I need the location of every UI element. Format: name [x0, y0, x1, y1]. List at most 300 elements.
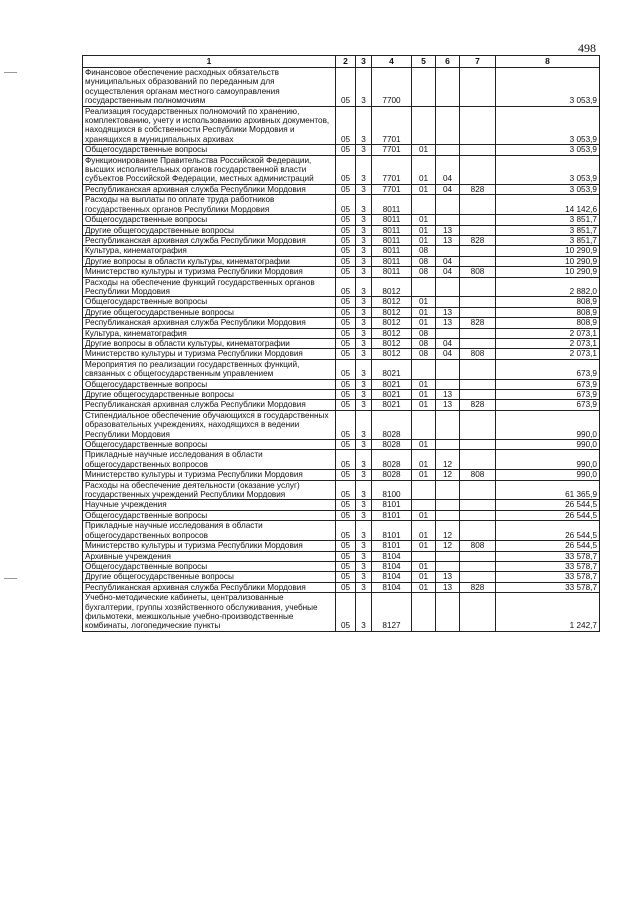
row-code-3: 3 [356, 359, 372, 379]
row-amount: 10 290,9 [496, 267, 600, 277]
row-code-5 [412, 195, 436, 215]
row-code-3: 3 [356, 318, 372, 328]
row-amount: 26 544,5 [496, 521, 600, 541]
row-code-5: 01 [412, 225, 436, 235]
row-code-3: 3 [356, 145, 372, 155]
table-header-row [83, 56, 600, 68]
row-code-4: 8011 [372, 256, 412, 266]
row-amount: 2 073,1 [496, 328, 600, 338]
row-code-6: 12 [436, 450, 460, 470]
row-code-3: 3 [356, 440, 372, 450]
row-code-7 [460, 561, 496, 571]
row-code-5: 01 [412, 145, 436, 155]
row-name: Общегосударственные вопросы [83, 510, 336, 520]
row-code-2: 05 [336, 390, 356, 400]
row-code-7 [460, 379, 496, 389]
row-name: Министерство культуры и туризма Республики Мордовия [83, 349, 336, 359]
row-code-5: 01 [412, 379, 436, 389]
row-name: Другие вопросы в области культуры, кинематографии [83, 256, 336, 266]
table-row [83, 410, 600, 439]
row-code-3: 3 [356, 235, 372, 245]
row-code-6 [436, 440, 460, 450]
row-code-2: 05 [336, 551, 356, 561]
row-code-5 [412, 500, 436, 510]
row-code-3: 3 [356, 184, 372, 194]
row-amount: 808,9 [496, 318, 600, 328]
row-name: Расходы на выплаты по оплате труда работников государственных органов Республики Мордовия [83, 195, 336, 215]
row-code-7: 808 [460, 349, 496, 359]
row-code-3: 3 [356, 450, 372, 470]
row-code-2: 05 [336, 400, 356, 410]
row-name: Республиканская архивная служба Республики Мордовия [83, 582, 336, 592]
table-row [83, 450, 600, 470]
row-code-2: 05 [336, 379, 356, 389]
table-row [83, 480, 600, 500]
table-row [83, 328, 600, 338]
row-code-4: 8021 [372, 390, 412, 400]
row-name: Реализация государственных полномочий по хранению, комплектованию, учету и использованию архивных документов, находящихся в собственности Республики Мордовия и хранящихся в муниципальных архивах [83, 106, 336, 145]
row-code-7 [460, 225, 496, 235]
row-code-6 [436, 551, 460, 561]
row-code-3: 3 [356, 593, 372, 632]
row-code-6 [436, 410, 460, 439]
row-name: Общегосударственные вопросы [83, 440, 336, 450]
row-code-5: 08 [412, 338, 436, 348]
row-amount: 3 851,7 [496, 225, 600, 235]
row-code-7 [460, 593, 496, 632]
row-name: Другие общегосударственные вопросы [83, 390, 336, 400]
row-code-6 [436, 195, 460, 215]
row-code-7 [460, 246, 496, 256]
row-name: Министерство культуры и туризма Республики Мордовия [83, 470, 336, 480]
row-code-6 [436, 593, 460, 632]
row-code-2: 05 [336, 561, 356, 571]
row-code-2: 05 [336, 256, 356, 266]
table-row [83, 267, 600, 277]
row-code-2: 05 [336, 145, 356, 155]
row-code-5 [412, 277, 436, 297]
row-code-5: 01 [412, 215, 436, 225]
row-code-7 [460, 68, 496, 107]
col-header-4: 4 [372, 56, 412, 68]
row-code-5: 01 [412, 184, 436, 194]
row-code-6: 04 [436, 338, 460, 348]
row-code-7 [460, 106, 496, 145]
table-row [83, 297, 600, 307]
row-code-7 [460, 572, 496, 582]
row-code-7: 828 [460, 318, 496, 328]
row-code-3: 3 [356, 390, 372, 400]
row-code-3: 3 [356, 510, 372, 520]
row-code-5: 08 [412, 349, 436, 359]
row-code-5 [412, 359, 436, 379]
row-code-4: 8104 [372, 572, 412, 582]
row-name: Министерство культуры и туризма Республики Мордовия [83, 541, 336, 551]
row-amount: 3 053,9 [496, 155, 600, 184]
row-code-4: 8012 [372, 328, 412, 338]
row-code-7 [460, 359, 496, 379]
row-amount: 673,9 [496, 390, 600, 400]
row-code-3: 3 [356, 256, 372, 266]
budget-table [82, 55, 600, 632]
row-code-4: 8104 [372, 551, 412, 561]
row-code-5 [412, 106, 436, 145]
row-code-6: 13 [436, 225, 460, 235]
row-code-7: 828 [460, 235, 496, 245]
row-code-3: 3 [356, 215, 372, 225]
row-code-7: 828 [460, 184, 496, 194]
row-amount: 33 578,7 [496, 572, 600, 582]
row-name: Стипендиальное обеспечение обучающихся в государственных образовательных учреждениях, находящихся в ведении Республики Мордовия [83, 410, 336, 439]
row-code-3: 3 [356, 307, 372, 317]
row-code-3: 3 [356, 277, 372, 297]
table-row [83, 145, 600, 155]
row-name: Учебно-методические кабинеты, централизованные бухгалтерии, группы хозяйственного обслуживания, учебные фильмотеки, межшкольные учебно-производственные комбинаты, логопедические пункты [83, 593, 336, 632]
row-code-4: 8028 [372, 450, 412, 470]
row-code-7: 828 [460, 582, 496, 592]
row-code-2: 05 [336, 297, 356, 307]
row-name: Другие общегосударственные вопросы [83, 307, 336, 317]
row-amount: 14 142,6 [496, 195, 600, 215]
row-amount: 3 053,9 [496, 68, 600, 107]
row-name: Общегосударственные вопросы [83, 379, 336, 389]
row-name: Министерство культуры и туризма Республики Мордовия [83, 267, 336, 277]
row-code-6 [436, 215, 460, 225]
table-row [83, 68, 600, 107]
row-code-4: 7700 [372, 68, 412, 107]
row-amount: 3 053,9 [496, 106, 600, 145]
row-name: Республиканская архивная служба Республики Мордовия [83, 184, 336, 194]
row-code-3: 3 [356, 521, 372, 541]
row-code-6 [436, 480, 460, 500]
row-amount: 673,9 [496, 400, 600, 410]
row-code-6 [436, 106, 460, 145]
row-code-2: 05 [336, 521, 356, 541]
row-code-7 [460, 410, 496, 439]
row-code-5: 01 [412, 318, 436, 328]
row-code-5: 08 [412, 328, 436, 338]
row-code-2: 05 [336, 307, 356, 317]
col-header-2: 2 [336, 56, 356, 68]
row-code-4: 8011 [372, 195, 412, 215]
row-code-2: 05 [336, 593, 356, 632]
scan-mark-bottom [4, 578, 17, 579]
row-code-4: 8021 [372, 359, 412, 379]
table-row [83, 390, 600, 400]
row-code-3: 3 [356, 297, 372, 307]
row-code-7 [460, 328, 496, 338]
row-code-6: 12 [436, 521, 460, 541]
row-code-4: 8021 [372, 400, 412, 410]
row-code-7 [460, 390, 496, 400]
row-code-5: 08 [412, 256, 436, 266]
table-row [83, 500, 600, 510]
row-code-6: 04 [436, 349, 460, 359]
table-row [83, 359, 600, 379]
row-code-5: 01 [412, 541, 436, 551]
row-code-4: 8101 [372, 541, 412, 551]
row-name: Финансовое обеспечение расходных обязательств муниципальных образований по переданным для осуществления органам местного самоуправления государственным полномочиям [83, 68, 336, 107]
row-amount: 808,9 [496, 297, 600, 307]
row-code-3: 3 [356, 195, 372, 215]
row-code-2: 05 [336, 277, 356, 297]
table-row [83, 582, 600, 592]
row-amount: 990,0 [496, 450, 600, 470]
row-amount: 33 578,7 [496, 551, 600, 561]
row-code-3: 3 [356, 106, 372, 145]
row-code-2: 05 [336, 510, 356, 520]
row-code-4: 8012 [372, 338, 412, 348]
row-amount: 3 851,7 [496, 215, 600, 225]
row-code-3: 3 [356, 500, 372, 510]
row-code-4: 8012 [372, 307, 412, 317]
row-code-2: 05 [336, 246, 356, 256]
row-name: Расходы на обеспечение функций государственных органов Республики Мордовия [83, 277, 336, 297]
row-code-7 [460, 450, 496, 470]
row-code-3: 3 [356, 480, 372, 500]
table-row [83, 246, 600, 256]
row-name: Общегосударственные вопросы [83, 145, 336, 155]
col-header-7: 7 [460, 56, 496, 68]
table-row [83, 235, 600, 245]
row-code-7 [460, 195, 496, 215]
row-code-2: 05 [336, 225, 356, 235]
row-name: Другие вопросы в области культуры, кинематографии [83, 338, 336, 348]
row-code-6 [436, 510, 460, 520]
row-code-4: 8012 [372, 277, 412, 297]
table-row [83, 561, 600, 571]
table-row [83, 256, 600, 266]
row-amount: 673,9 [496, 379, 600, 389]
row-code-3: 3 [356, 541, 372, 551]
row-name: Общегосударственные вопросы [83, 215, 336, 225]
row-code-6: 13 [436, 235, 460, 245]
row-code-7: 828 [460, 400, 496, 410]
row-code-2: 05 [336, 184, 356, 194]
row-code-5: 01 [412, 582, 436, 592]
row-code-3: 3 [356, 338, 372, 348]
row-code-6: 12 [436, 470, 460, 480]
row-code-2: 05 [336, 195, 356, 215]
row-name: Мероприятия по реализации государственных функций, связанных с общегосударственным управлением [83, 359, 336, 379]
row-amount: 26 544,5 [496, 510, 600, 520]
row-code-2: 05 [336, 338, 356, 348]
row-code-5: 08 [412, 246, 436, 256]
table-row [83, 440, 600, 450]
row-code-3: 3 [356, 155, 372, 184]
row-code-7 [460, 155, 496, 184]
row-code-2: 05 [336, 480, 356, 500]
row-code-2: 05 [336, 68, 356, 107]
row-code-6 [436, 561, 460, 571]
row-name: Другие общегосударственные вопросы [83, 225, 336, 235]
row-amount: 990,0 [496, 440, 600, 450]
row-amount: 10 290,9 [496, 256, 600, 266]
row-code-7 [460, 215, 496, 225]
row-code-5 [412, 410, 436, 439]
row-code-7 [460, 551, 496, 561]
table-row [83, 572, 600, 582]
row-amount: 2 882,0 [496, 277, 600, 297]
row-code-6 [436, 297, 460, 307]
row-amount: 2 073,1 [496, 338, 600, 348]
col-header-5: 5 [412, 56, 436, 68]
row-code-6 [436, 500, 460, 510]
row-code-7 [460, 297, 496, 307]
table-row [83, 400, 600, 410]
table-row [83, 593, 600, 632]
col-header-3: 3 [356, 56, 372, 68]
row-code-7 [460, 338, 496, 348]
row-code-5: 01 [412, 572, 436, 582]
row-code-5: 01 [412, 521, 436, 541]
row-code-6 [436, 328, 460, 338]
row-code-6 [436, 145, 460, 155]
row-code-6 [436, 68, 460, 107]
table-row [83, 318, 600, 328]
row-code-7 [460, 510, 496, 520]
row-code-6 [436, 359, 460, 379]
row-code-4: 8012 [372, 318, 412, 328]
row-code-4: 8028 [372, 470, 412, 480]
row-code-2: 05 [336, 106, 356, 145]
row-name: Культура, кинематография [83, 246, 336, 256]
table-row [83, 155, 600, 184]
row-code-4: 7701 [372, 155, 412, 184]
col-header-6: 6 [436, 56, 460, 68]
table-row [83, 521, 600, 541]
row-code-4: 7701 [372, 145, 412, 155]
row-amount: 61 365,9 [496, 480, 600, 500]
row-code-7 [460, 500, 496, 510]
row-name: Республиканская архивная служба Республики Мордовия [83, 400, 336, 410]
table-row [83, 551, 600, 561]
row-code-4: 8011 [372, 267, 412, 277]
row-code-3: 3 [356, 561, 372, 571]
row-code-6: 04 [436, 184, 460, 194]
row-code-2: 05 [336, 572, 356, 582]
row-code-6 [436, 277, 460, 297]
row-code-7 [460, 145, 496, 155]
row-code-4: 8104 [372, 561, 412, 571]
row-code-4: 8104 [372, 582, 412, 592]
row-code-3: 3 [356, 267, 372, 277]
table-row [83, 195, 600, 215]
row-code-5: 01 [412, 450, 436, 470]
row-code-2: 05 [336, 582, 356, 592]
table-row [83, 541, 600, 551]
row-name: Расходы на обеспечение деятельности (оказание услуг) государственных учреждений Республики Мордовия [83, 480, 336, 500]
row-code-3: 3 [356, 572, 372, 582]
row-code-5: 01 [412, 400, 436, 410]
row-code-2: 05 [336, 235, 356, 245]
row-code-2: 05 [336, 318, 356, 328]
row-code-2: 05 [336, 155, 356, 184]
row-amount: 808,9 [496, 307, 600, 317]
row-code-4: 8127 [372, 593, 412, 632]
table-row [83, 225, 600, 235]
row-code-5 [412, 593, 436, 632]
row-name: Республиканская архивная служба Республики Мордовия [83, 235, 336, 245]
row-code-5 [412, 68, 436, 107]
table-row [83, 277, 600, 297]
row-code-6 [436, 246, 460, 256]
row-code-6: 04 [436, 256, 460, 266]
row-code-2: 05 [336, 541, 356, 551]
row-name: Культура, кинематография [83, 328, 336, 338]
row-amount: 26 544,5 [496, 541, 600, 551]
row-code-2: 05 [336, 440, 356, 450]
row-amount: 10 290,9 [496, 246, 600, 256]
row-name: Общегосударственные вопросы [83, 297, 336, 307]
row-amount: 990,0 [496, 470, 600, 480]
row-amount: 2 073,1 [496, 349, 600, 359]
row-code-7: 808 [460, 267, 496, 277]
row-code-4: 8011 [372, 215, 412, 225]
row-code-5: 08 [412, 267, 436, 277]
row-code-7 [460, 480, 496, 500]
row-code-3: 3 [356, 379, 372, 389]
row-amount: 33 578,7 [496, 582, 600, 592]
row-code-6: 04 [436, 155, 460, 184]
row-code-2: 05 [336, 410, 356, 439]
table-row [83, 379, 600, 389]
row-code-4: 8100 [372, 480, 412, 500]
row-code-5: 01 [412, 390, 436, 400]
row-code-3: 3 [356, 225, 372, 235]
row-name: Другие общегосударственные вопросы [83, 572, 336, 582]
row-code-4: 7701 [372, 106, 412, 145]
col-header-1: 1 [83, 56, 336, 68]
row-code-2: 05 [336, 359, 356, 379]
row-code-6 [436, 379, 460, 389]
row-name: Республиканская архивная служба Республики Мордовия [83, 318, 336, 328]
row-code-3: 3 [356, 68, 372, 107]
row-code-5: 01 [412, 307, 436, 317]
row-code-6: 04 [436, 267, 460, 277]
row-name: Архивные учреждения [83, 551, 336, 561]
row-code-7 [460, 521, 496, 541]
row-code-5: 01 [412, 155, 436, 184]
row-amount: 26 544,5 [496, 500, 600, 510]
row-code-4: 8011 [372, 225, 412, 235]
row-code-2: 05 [336, 267, 356, 277]
row-code-6: 13 [436, 572, 460, 582]
row-code-3: 3 [356, 349, 372, 359]
col-header-8: 8 [496, 56, 600, 68]
row-code-4: 8012 [372, 349, 412, 359]
row-code-5 [412, 480, 436, 500]
row-code-3: 3 [356, 328, 372, 338]
row-code-2: 05 [336, 450, 356, 470]
row-amount: 673,9 [496, 359, 600, 379]
row-code-7: 808 [460, 541, 496, 551]
row-code-2: 05 [336, 215, 356, 225]
row-code-7 [460, 440, 496, 450]
table-row [83, 349, 600, 359]
table-row [83, 215, 600, 225]
row-code-6: 13 [436, 318, 460, 328]
row-amount: 3 053,9 [496, 145, 600, 155]
row-code-5: 01 [412, 561, 436, 571]
row-code-4: 8011 [372, 246, 412, 256]
row-name: Прикладные научные исследования в области общегосударственных вопросов [83, 450, 336, 470]
row-code-6: 13 [436, 400, 460, 410]
row-code-4: 8101 [372, 521, 412, 541]
row-amount: 3 851,7 [496, 235, 600, 245]
row-amount: 1 242,7 [496, 593, 600, 632]
row-code-7 [460, 277, 496, 297]
